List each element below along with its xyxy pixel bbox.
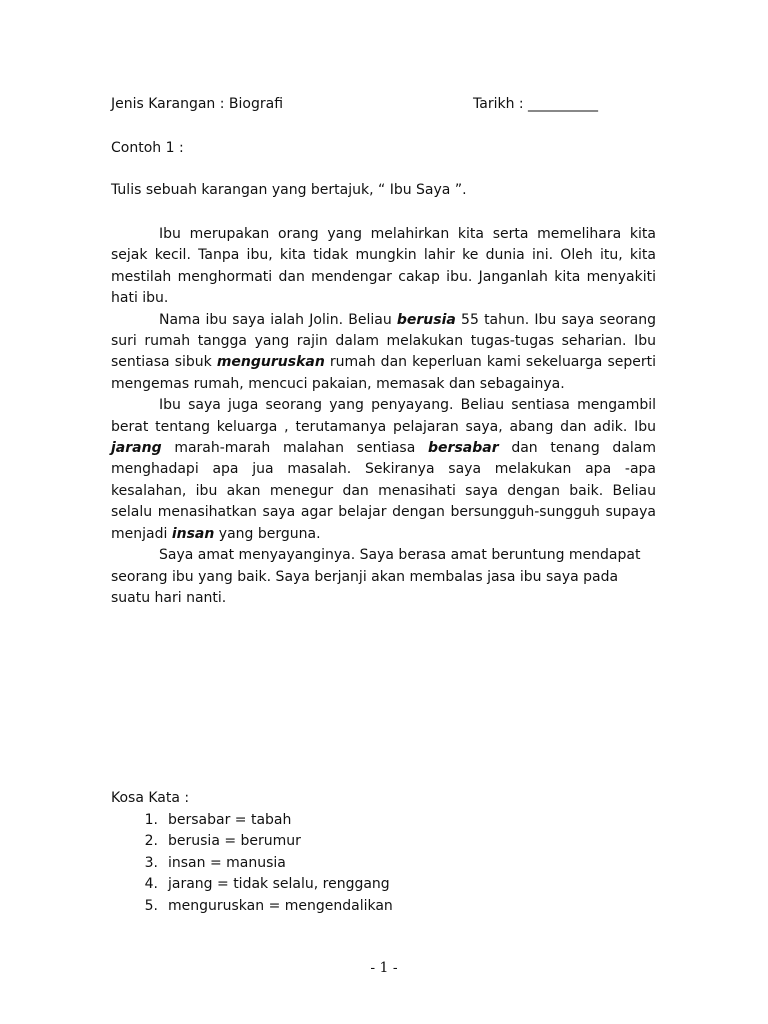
essay-paragraph-3 bbox=[111, 395, 656, 545]
essay-paragraph-2 bbox=[111, 310, 656, 396]
essay-type-label: Jenis Karangan : Biografi bbox=[111, 96, 284, 112]
instruction-text: Tulis sebuah karangan yang bertajuk, “ Ibu Saya ”. bbox=[111, 182, 467, 198]
list-item-text: bersabar = tabah bbox=[168, 811, 292, 828]
example-label: Contoh 1 : bbox=[111, 140, 184, 156]
list-item bbox=[111, 853, 393, 875]
text-segment: yang berguna. bbox=[214, 525, 321, 542]
vocabulary-section bbox=[111, 788, 393, 917]
keyword-insan: insan bbox=[171, 525, 215, 542]
list-item bbox=[111, 896, 393, 918]
list-item bbox=[111, 874, 393, 896]
text-segment: Nama ibu saya ialah Jolin. Beliau bbox=[159, 311, 397, 328]
vocabulary-title: Kosa Kata : bbox=[111, 790, 190, 806]
text-segment: dan tenang dalam menghadapi apa jua masalah. Sekiranya saya melakukan apa -apa kesalahan, ibu akan menegur dan menasihati saya dengan baik. Beliau selalu menasihatkan saya agar belajar dengan bersungguh-sungguh supaya menjadi bbox=[111, 440, 657, 542]
list-item-number: 5. bbox=[144, 897, 158, 914]
page-number: - 1 - bbox=[370, 960, 398, 976]
list-item-number: 3. bbox=[144, 854, 158, 871]
vocabulary-list bbox=[111, 810, 393, 918]
list-item-text: jarang = tidak selalu, renggang bbox=[168, 876, 390, 892]
text-segment: Ibu saya juga seorang yang penyayang. Beliau sentiasa mengambil berat tentang keluarga , terutamanya pelajaran saya, abang dan adik. Ibu bbox=[111, 397, 656, 435]
list-item-text: menguruskan = mengendalikan bbox=[168, 897, 393, 914]
essay-body bbox=[111, 224, 656, 609]
text-segment: 55 tahun. Ibu saya seorang suri rumah tangga yang rajin dalam melakukan tugas-tugas seharian. Ibu sentiasa sibuk bbox=[111, 311, 656, 371]
list-item-number: 2. bbox=[144, 833, 158, 849]
text-segment: rumah dan keperluan kami sekeluarga seperti mengemas rumah, mencuci pakaian, memasak dan sebagainya. bbox=[111, 354, 656, 392]
text-segment: marah-marah malahan sentiasa bbox=[161, 440, 429, 457]
list-item bbox=[111, 810, 393, 832]
list-item-number: 4. bbox=[144, 876, 158, 892]
list-item-text: insan = manusia bbox=[168, 854, 286, 871]
keyword-jarang: jarang bbox=[111, 440, 162, 457]
essay-paragraph-1: Ibu merupakan orang yang melahirkan kita serta memelihara kita sejak kecil. Tanpa ibu, kita tidak mungkin lahir ke dunia ini. Oleh itu, kita mestilah menghormati dan mendengar cakap ibu. Janganlah kita menyakiti hati ibu. bbox=[111, 226, 656, 307]
list-item-text: berusia = berumur bbox=[168, 833, 301, 849]
keyword-menguruskan: menguruskan bbox=[216, 354, 325, 371]
keyword-berusia: berusia bbox=[396, 311, 456, 328]
date-field: Tarikh : __________ bbox=[473, 96, 599, 112]
keyword-bersabar: bersabar bbox=[428, 440, 499, 457]
list-item bbox=[111, 831, 393, 853]
list-item-number: 1. bbox=[144, 811, 158, 828]
essay-paragraph-4: Saya amat menyayanginya. Saya berasa amat beruntung mendapat seorang ibu yang baik. Saya berjanji akan membalas jasa ibu saya pada suatu hari nanti. bbox=[111, 547, 641, 606]
